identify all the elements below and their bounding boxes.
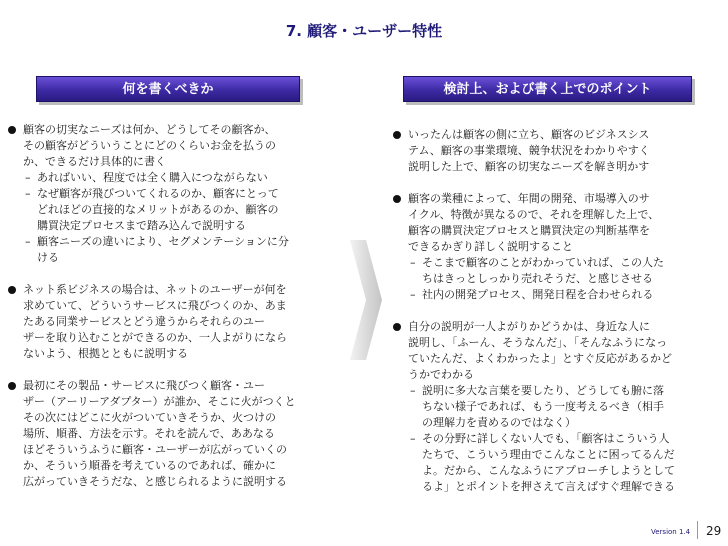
text-line: ないよう、根拠とともに説明する [23, 347, 188, 360]
left-bullet-3 [8, 378, 338, 490]
right-bullet-3-subpoints [393, 383, 718, 495]
text-line: 広がっていきそうだな、と感じられるように説明する [23, 475, 287, 488]
text-line: 自分の説明が一人よがりかどうかは、身近な人に [408, 320, 650, 333]
right-bullet-2-subpoints [393, 255, 718, 303]
dash-icon: – [410, 288, 416, 301]
text-line: るよ」とポイントを押さえて言えばすぐ理解できる [422, 480, 675, 493]
sub-point [408, 431, 718, 495]
dash-icon: – [25, 235, 31, 248]
chevron-right-icon [348, 240, 384, 360]
text-line: できるかぎり詳しく説明すること [408, 240, 573, 253]
sub-point [23, 186, 338, 234]
bullet-dot-icon [8, 382, 16, 390]
text-line: その分野に詳しくない人でも、「顧客はこういう人 [422, 432, 670, 445]
text-line: その顧客がどういうことにどのくらいお金を払うの [23, 139, 276, 152]
text-line: よ。だから、こんなふうにアプローチしようとして [422, 464, 675, 477]
sub-point [408, 287, 718, 303]
text-line: なぜ顧客が飛びついてくれるのか、顧客にとって [37, 187, 279, 200]
text-line: 説明し、「ふーん、そうなんだ」、「そんなふうになっ [408, 336, 668, 349]
text-line: そこまで顧客のことがわかっていれば、この人た [422, 256, 664, 269]
bullet-dot-icon [393, 131, 401, 139]
sub-point [23, 234, 338, 266]
text-line: ちはきっとしっかり売れそうだ、と感じさせる [422, 272, 653, 285]
left-bullet-1 [8, 122, 338, 170]
text-line: どれほどの直接的なメリットがあるのか、顧客の [37, 203, 279, 216]
dash-icon: – [410, 384, 416, 397]
text-line: ザーを取り込むことができるのか、一人よがりになら [23, 331, 287, 344]
text-line: 顧客の業種によって、年間の開発、市場導入のサ [408, 192, 650, 205]
text-line: 場所、順番、方法を示す。それを読んで、ああなる [23, 427, 275, 440]
left-bullet-1-subpoints [8, 170, 338, 266]
text-line: うかでわかる [408, 368, 474, 381]
bullet-dot-icon [8, 286, 16, 294]
dash-icon: – [410, 256, 416, 269]
bullet-dot-icon [393, 195, 401, 203]
text-line: あればいい、程度では全く購入につながらない [37, 171, 268, 184]
left-column [8, 122, 338, 490]
sub-point [408, 255, 718, 287]
text-line: 購買決定プロセスまで踏み込んで説明する [37, 219, 246, 232]
text-line: 顧客の切実なニーズは何か、どうしてその顧客か、 [23, 123, 276, 136]
text-line: か、そういう順番を考えているのであれば、確かに [23, 459, 276, 472]
right-bullet-2 [393, 191, 718, 255]
text-line: か、できるだけ具体的に書く [23, 155, 166, 168]
page-title: 7. 顧客・ユーザー特性 [285, 22, 443, 40]
text-line: ちない様子であれば、もう一度考えるべき（相手 [422, 400, 664, 413]
text-line: 求めていて、どういうサービスに飛びつくのか、あま [23, 299, 287, 312]
text-line: の理解力を責めるのではなく） [422, 416, 576, 429]
dash-icon: – [410, 432, 416, 445]
text-line: たある同業サービスとどう違うからそれらのユー [23, 315, 265, 328]
text-line: 顧客ニーズの違いにより、セグメンテーションに分 [37, 235, 289, 248]
text-line: ほどそういうふうに顧客・ユーザーが広がっていくの [23, 443, 287, 456]
version-label: Version 1.4 [651, 528, 691, 536]
right-bullet-3 [393, 319, 718, 383]
text-line: 顧客の購買決定プロセスと購買決定の判断基準を [408, 224, 650, 237]
left-bullet-2 [8, 282, 338, 362]
text-line: 社内の開発プロセス、開発日程を合わせられる [422, 288, 654, 301]
sub-point [408, 383, 718, 431]
text-line: ける [37, 251, 59, 264]
right-column-header: 検討上、および書く上でのポイント [403, 76, 692, 102]
text-line: 説明に多大な言葉を要したり、どうしても腑に落 [422, 384, 664, 397]
text-line: ていたんだ、よくわかったよ」とすぐ反応があるかど [408, 352, 672, 365]
bullet-dot-icon [393, 323, 401, 331]
dash-icon: – [25, 187, 31, 200]
sub-point [23, 170, 338, 186]
text-line: いったんは顧客の側に立ち、顧客のビジネスシス [408, 128, 650, 141]
text-line: ネット系ビジネスの場合は、ネットのユーザーが何を [23, 283, 287, 296]
text-line: テム、顧客の事業環境、競争状況をわかりやすく [408, 144, 650, 157]
right-bullet-1 [393, 127, 718, 175]
text-line: ザー（アーリーアダプター）が誰か、そこに火がつくと [23, 395, 296, 408]
page-number: 29 [706, 524, 722, 538]
left-column-header: 何を書くべきか [36, 76, 300, 102]
dash-icon: – [25, 171, 31, 184]
right-column [393, 127, 718, 495]
text-line: 最初にその製品・サービスに飛びつく顧客・ユー [23, 379, 265, 392]
text-line: イクル、特徴が異なるので、それを理解した上で、 [408, 208, 660, 221]
bullet-dot-icon [8, 126, 16, 134]
text-line: たちで、こういう理由でこんなことに困ってるんだ [422, 448, 675, 461]
text-line: その次にはどこに火がついていきそうか、火つけの [23, 411, 276, 424]
text-line: 説明した上で、顧客の切実なニーズを解き明かす [408, 160, 650, 173]
footer-divider [697, 521, 698, 539]
